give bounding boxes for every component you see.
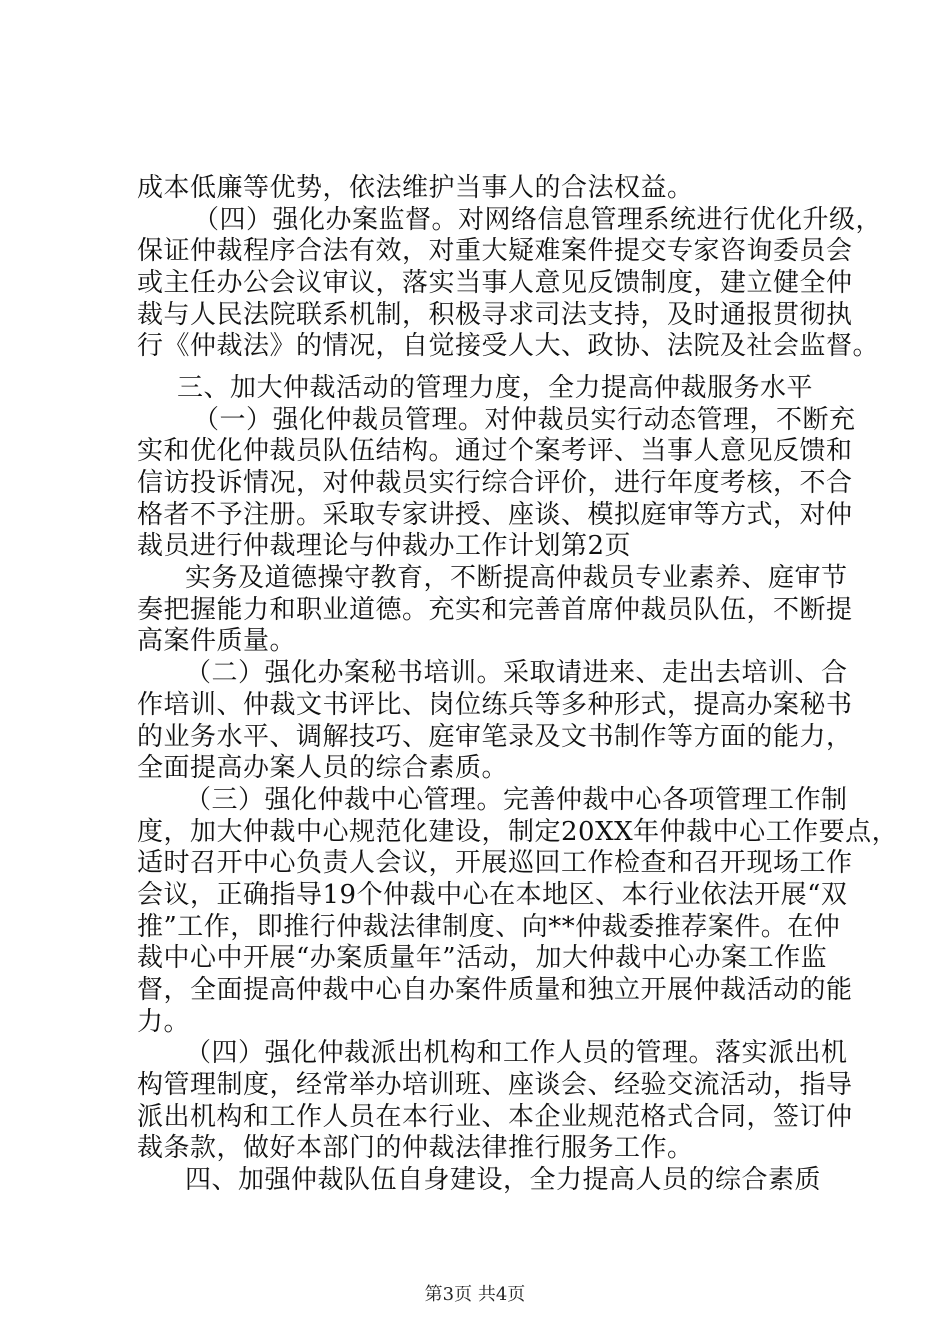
body-line: （一）强化仲裁员管理。对仲裁员实行动态管理，不断充 (193, 405, 856, 435)
body-line: 高案件质量。 (137, 626, 297, 656)
body-line: 成本低廉等优势，依法维护当事人的合法权益。 (137, 173, 694, 203)
body-line: 全面提高办案人员的综合素质。 (137, 753, 509, 783)
body-line: 格者不予注册。采取专家讲授、座谈、模拟庭审等方式，对仲 (137, 500, 853, 530)
body-line: 的业务水平、调解技巧、庭审笔录及文书制作等方面的能力， (137, 722, 853, 752)
body-line: 推”工作，即推行仲裁法律制度、向**仲裁委推荐案件。在仲 (137, 912, 841, 942)
body-line: 或主任办公会议审议，落实当事人意见反馈制度，建立健全仲 (137, 268, 853, 298)
body-line: 裁中心中开展“办案质量年”活动，加大仲裁中心办案工作监 (137, 943, 828, 973)
body-line: 保证仲裁程序合法有效，对重大疑难案件提交专家咨询委员会 (137, 236, 853, 266)
body-line: 构管理制度，经常举办培训班、座谈会、经验交流活动，指导 (137, 1070, 853, 1100)
body-line: 派出机构和工作人员在本行业、本企业规范格式合同，签订仲 (137, 1102, 853, 1132)
body-line: 力。 (137, 1007, 191, 1037)
body-line: 裁条款，做好本部门的仲裁法律推行服务工作。 (137, 1133, 694, 1163)
body-line: 度，加大仲裁中心规范化建设，制定20XX年仲裁中心工作要点， (137, 817, 899, 847)
body-line: （二）强化办案秘书培训。采取请进来、走出去培训、合 (185, 658, 848, 688)
body-line: 作培训、仲裁文书评比、岗位练兵等多种形式，提高办案秘书 (137, 690, 853, 720)
body-line: 实和优化仲裁员队伍结构。通过个案考评、当事人意见反馈和 (137, 436, 853, 466)
section-heading: 四、加强仲裁队伍自身建设，全力提高人员的综合素质 (185, 1165, 822, 1195)
body-line: 行《仲裁法》的情况，自觉接受人大、政协、法院及社会监督。 (137, 331, 880, 361)
body-line: 裁员进行仲裁理论与仲裁办工作计划第2页 (137, 531, 632, 561)
page-footer: 第3页 共4页 (424, 1284, 526, 1305)
body-line: （四）强化办案监督。对网络信息管理系统进行优化升级， (193, 205, 883, 235)
body-line: 裁与人民法院联系机制，积极寻求司法支持，及时通报贯彻执 (137, 300, 853, 330)
body-line: 适时召开中心负责人会议，开展巡回工作检查和召开现场工作 (137, 848, 853, 878)
body-line: （四）强化仲裁派出机构和工作人员的管理。落实派出机 (185, 1038, 848, 1068)
body-line: 信访投诉情况，对仲裁员实行综合评价，进行年度考核，不合 (137, 468, 853, 498)
section-heading: 三、加大仲裁活动的管理力度，全力提高仲裁服务水平 (177, 373, 814, 403)
body-line: 督，全面提高仲裁中心自办案件质量和独立开展仲裁活动的能 (137, 975, 853, 1005)
body-line: （三）强化仲裁中心管理。完善仲裁中心各项管理工作制 (185, 785, 848, 815)
body-line: 会议，正确指导19个仲裁中心在本地区、本行业依法开展“双 (137, 880, 848, 910)
body-line: 实务及道德操守教育，不断提高仲裁员专业素养、庭审节 (185, 563, 848, 593)
body-line: 奏把握能力和职业道德。充实和完善首席仲裁员队伍，不断提 (137, 595, 853, 625)
